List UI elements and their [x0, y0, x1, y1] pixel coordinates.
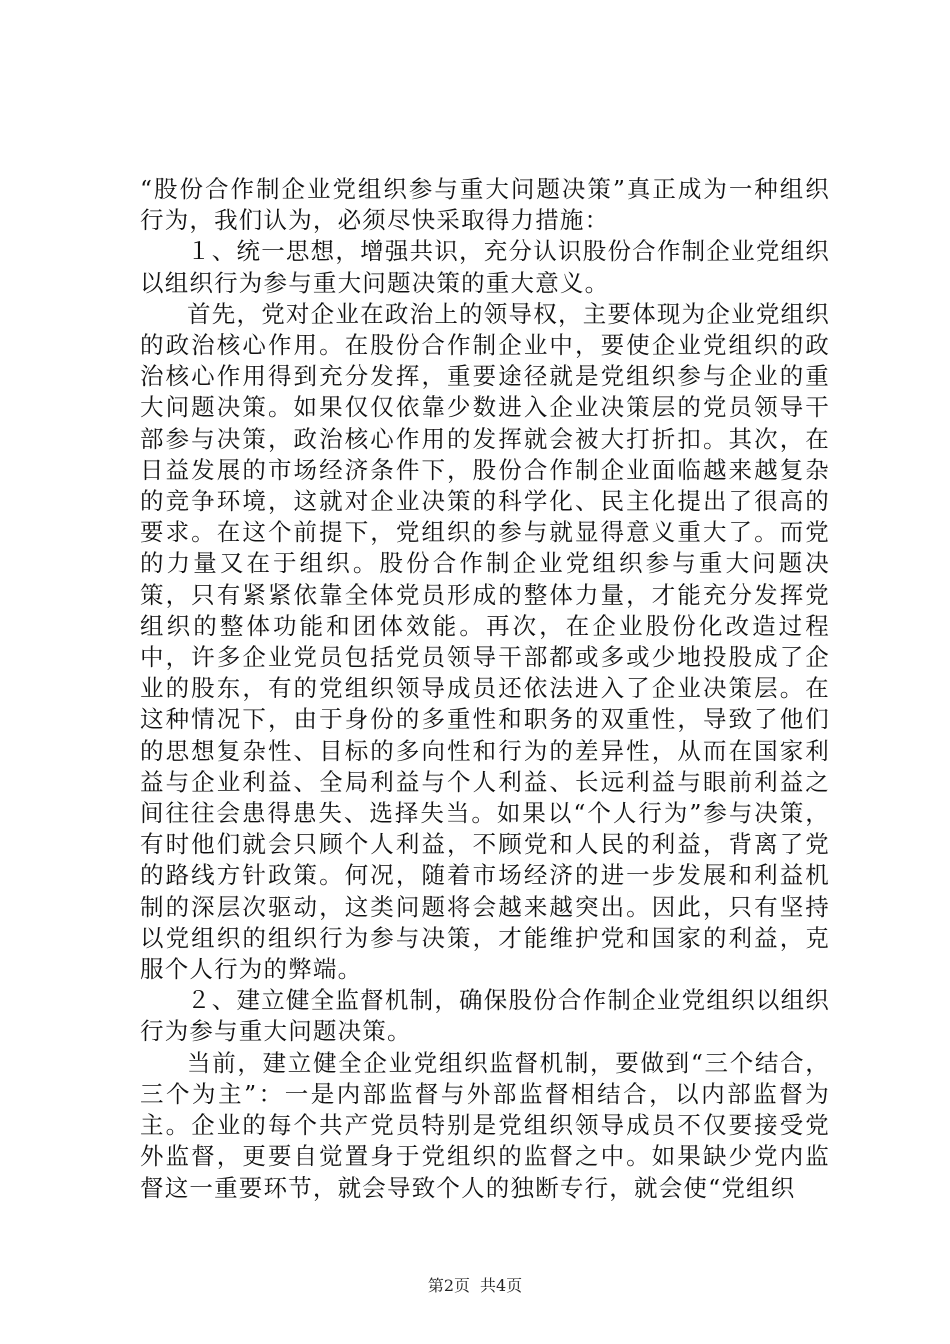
document-body: [140, 174, 830, 1204]
paragraph-point-2-heading: ２、建立健全监督机制，确保股份合作制企业党组织以组织行为参与重大问题决策。: [140, 986, 830, 1046]
total-pages: 共4页: [480, 1276, 523, 1295]
page-number: 第2页: [427, 1276, 470, 1295]
page-footer: [0, 1276, 950, 1296]
paragraph-point-1-body: 首先，党对企业在政治上的领导权，主要体现为企业党组织的政治核心作用。在股份合作制企业中，要使企业党组织的政治核心作用得到充分发挥，重要途径就是党组织参与企业的重大问题决策。如果仅仅依靠少数进入企业决策层的党员领导干部参与决策，政治核心作用的发挥就会被大打折扣。其次，在日益发展的市场经济条件下，股份合作制企业面临越来越复杂的竞争环境，这就对企业决策的科学化、民主化提出了很高的要求。在这个前提下，党组织的参与就显得意义重大了。而党的力量又在于组织。股份合作制企业党组织参与重大问题决策，只有紧紧依靠全体党员形成的整体力量，才能充分发挥党组织的整体功能和团体效能。再次，在企业股份化改造过程中，许多企业党员包括党员领导干部都或多或少地投股成了企业的股东，有的党组织领导成员还依法进入了企业决策层。在这种情况下，由于身份的多重性和职务的双重性，导致了他们的思想复杂性、目标的多向性和行为的差异性，从而在国家利益与企业利益、全局利益与个人利益、长远利益与眼前利益之间往往会患得患失、选择失当。如果以“个人行为”参与决策，有时他们就会只顾个人利益，不顾党和人民的利益，背离了党的路线方针政策。何况，随着市场经济的进一步发展和利益机制的深层次驱动，这类问题将会越来越突出。因此，只有坚持以党组织的组织行为参与决策，才能维护党和国家的利益，克服个人行为的弊端。: [140, 299, 830, 984]
paragraph-intro: “股份合作制企业党组织参与重大问题决策”真正成为一种组织行为，我们认为，必须尽快采取得力措施：: [140, 175, 830, 235]
paragraph-point-2-body: 当前，建立健全企业党组织监督机制，要做到“三个结合，三个为主”：一是内部监督与外部监督相结合，以内部监督为主。企业的每个共产党员特别是党组织领导成员不仅要接受党外监督，更要自觉置身于党组织的监督之中。如果缺少党内监督这一重要环节，就会导致个人的独断专行，就会使“党组织: [140, 1048, 830, 1202]
paragraph-point-1-heading: １、统一思想，增强共识，充分认识股份合作制企业党组织以组织行为参与重大问题决策的重大意义。: [140, 237, 830, 297]
